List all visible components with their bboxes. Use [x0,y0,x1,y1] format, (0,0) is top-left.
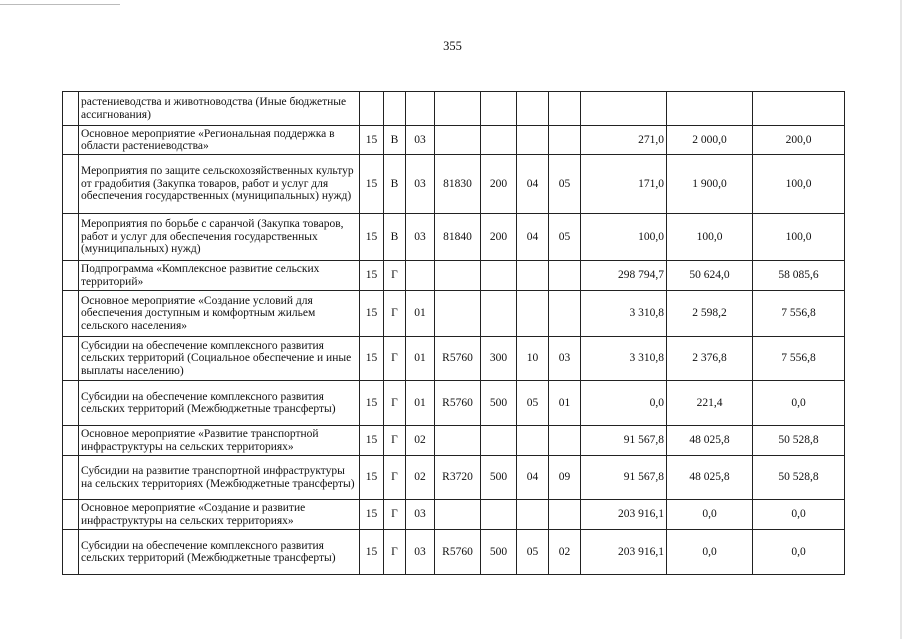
row-name: Субсидии на обеспечение комплексного развития сельских территорий (Межбюджетные трансферты) [79,530,360,575]
amount-year-3: 0,0 [753,381,845,426]
subprogram-code: Г [384,291,406,337]
event-code: 03 [406,155,435,214]
expense-type-code: 200 [481,155,517,214]
section-code: 10 [517,337,549,381]
direction-code: R5760 [435,381,481,426]
row-index-cell [63,337,79,381]
amount-year-1 [581,92,667,126]
amount-year-1: 203 916,1 [581,500,667,530]
subprogram-code: В [384,126,406,155]
amount-year-3 [753,92,845,126]
section-code: 04 [517,214,549,261]
budget-table [62,91,845,575]
direction-code: R5760 [435,337,481,381]
program-code: 15 [360,381,384,426]
program-code: 15 [360,126,384,155]
amount-year-3: 0,0 [753,500,845,530]
amount-year-1: 171,0 [581,155,667,214]
direction-code: R5760 [435,530,481,575]
row-index-cell [63,214,79,261]
event-code: 02 [406,456,435,500]
subsection-code: 03 [549,337,581,381]
amount-year-3: 50 528,8 [753,426,845,456]
amount-year-2: 2 598,2 [667,291,753,337]
table-row [63,530,845,575]
amount-year-2: 48 025,8 [667,456,753,500]
section-code [517,126,549,155]
direction-code [435,261,481,291]
amount-year-1: 91 567,8 [581,456,667,500]
row-name: Основное мероприятие «Создание и развитие инфраструктуры на сельских территориях» [79,500,360,530]
subprogram-code: Г [384,381,406,426]
expense-type-code: 200 [481,214,517,261]
amount-year-1: 91 567,8 [581,426,667,456]
program-code: 15 [360,337,384,381]
event-code: 01 [406,381,435,426]
row-name: Субсидии на развитие транспортной инфраструктуры на сельских территориях (Межбюджетные трансферты) [79,456,360,500]
section-code: 05 [517,381,549,426]
amount-year-2 [667,92,753,126]
row-index-cell [63,530,79,575]
amount-year-2: 1 900,0 [667,155,753,214]
row-index-cell [63,500,79,530]
amount-year-2: 50 624,0 [667,261,753,291]
row-name: Основное мероприятие «Создание условий для обеспечения доступным и комфортным жильем сельского населения» [79,291,360,337]
section-code [517,500,549,530]
row-name: Основное мероприятие «Развитие транспортной инфраструктуры на сельских территориях» [79,426,360,456]
expense-type-code [481,426,517,456]
table-row [63,214,845,261]
event-code: 03 [406,500,435,530]
amount-year-2: 100,0 [667,214,753,261]
table-row [63,426,845,456]
row-name: Мероприятия по борьбе с саранчой (Закупка товаров, работ и услуг для обеспечения государственных (муниципальных) нужд) [79,214,360,261]
table-row [63,155,845,214]
row-name: Подпрограмма «Комплексное развитие сельских территорий» [79,261,360,291]
amount-year-3: 100,0 [753,214,845,261]
event-code: 03 [406,530,435,575]
amount-year-3: 200,0 [753,126,845,155]
expense-type-code [481,500,517,530]
direction-code: R3720 [435,456,481,500]
subsection-code [549,261,581,291]
section-code [517,261,549,291]
program-code: 15 [360,214,384,261]
row-name: Субсидии на обеспечение комплексного развития сельских территорий (Межбюджетные трансферты) [79,381,360,426]
event-code [406,92,435,126]
section-code: 04 [517,155,549,214]
subprogram-code: Г [384,337,406,381]
section-code [517,92,549,126]
row-name: растениеводства и животноводства (Иные бюджетные ассигнования) [79,92,360,126]
row-index-cell [63,261,79,291]
expense-type-code [481,291,517,337]
subsection-code: 02 [549,530,581,575]
direction-code: 81830 [435,155,481,214]
program-code: 15 [360,530,384,575]
event-code [406,261,435,291]
section-code [517,426,549,456]
amount-year-3: 7 556,8 [753,337,845,381]
direction-code [435,500,481,530]
amount-year-1: 100,0 [581,214,667,261]
event-code: 01 [406,337,435,381]
amount-year-1: 203 916,1 [581,530,667,575]
amount-year-1: 3 310,8 [581,337,667,381]
expense-type-code: 500 [481,456,517,500]
subsection-code [549,500,581,530]
amount-year-1: 0,0 [581,381,667,426]
direction-code [435,126,481,155]
amount-year-2: 48 025,8 [667,426,753,456]
subprogram-code: В [384,214,406,261]
direction-code [435,291,481,337]
row-name: Мероприятия по защите сельскохозяйственных культур от градобития (Закупка товаров, работ и услуг для обеспечения государственных (муниципальных) нужд) [79,155,360,214]
amount-year-2: 2 376,8 [667,337,753,381]
row-name: Основное мероприятие «Региональная поддержка в области растениеводства» [79,126,360,155]
table-row [63,500,845,530]
amount-year-2: 0,0 [667,530,753,575]
amount-year-1: 271,0 [581,126,667,155]
amount-year-3: 7 556,8 [753,291,845,337]
amount-year-3: 0,0 [753,530,845,575]
scan-right-edge [900,0,902,639]
expense-type-code: 300 [481,337,517,381]
row-name: Субсидии на обеспечение комплексного развития сельских территорий (Социальное обеспечение и иные выплаты населению) [79,337,360,381]
table-row [63,456,845,500]
event-code: 03 [406,214,435,261]
scan-edge-mark [0,4,120,5]
program-code: 15 [360,261,384,291]
subprogram-code: Г [384,530,406,575]
table-row [63,261,845,291]
subprogram-code: Г [384,261,406,291]
subsection-code [549,291,581,337]
amount-year-1: 3 310,8 [581,291,667,337]
row-index-cell [63,126,79,155]
expense-type-code [481,92,517,126]
expense-type-code [481,261,517,291]
amount-year-3: 100,0 [753,155,845,214]
direction-code [435,426,481,456]
subsection-code: 05 [549,214,581,261]
direction-code [435,92,481,126]
amount-year-3: 58 085,6 [753,261,845,291]
amount-year-2: 2 000,0 [667,126,753,155]
subprogram-code: Г [384,500,406,530]
subprogram-code: Г [384,426,406,456]
row-index-cell [63,92,79,126]
row-index-cell [63,456,79,500]
event-code: 03 [406,126,435,155]
event-code: 01 [406,291,435,337]
expense-type-code [481,126,517,155]
row-index-cell [63,291,79,337]
section-code [517,291,549,337]
row-index-cell [63,381,79,426]
table-row [63,291,845,337]
subsection-code [549,126,581,155]
program-code: 15 [360,456,384,500]
page-number: 355 [443,39,462,53]
table-row [63,126,845,155]
subprogram-code: Г [384,456,406,500]
program-code [360,92,384,126]
amount-year-2: 221,4 [667,381,753,426]
amount-year-1: 298 794,7 [581,261,667,291]
row-index-cell [63,155,79,214]
amount-year-3: 50 528,8 [753,456,845,500]
program-code: 15 [360,291,384,337]
subsection-code [549,426,581,456]
row-index-cell [63,426,79,456]
program-code: 15 [360,426,384,456]
direction-code: 81840 [435,214,481,261]
table-row [63,381,845,426]
table-row [63,337,845,381]
subprogram-code: В [384,155,406,214]
subsection-code: 09 [549,456,581,500]
section-code: 05 [517,530,549,575]
budget-table-body [63,92,845,575]
subsection-code [549,92,581,126]
event-code: 02 [406,426,435,456]
expense-type-code: 500 [481,530,517,575]
table-row [63,92,845,126]
amount-year-2: 0,0 [667,500,753,530]
subsection-code: 05 [549,155,581,214]
subsection-code: 01 [549,381,581,426]
program-code: 15 [360,500,384,530]
expense-type-code: 500 [481,381,517,426]
subprogram-code [384,92,406,126]
program-code: 15 [360,155,384,214]
section-code: 04 [517,456,549,500]
